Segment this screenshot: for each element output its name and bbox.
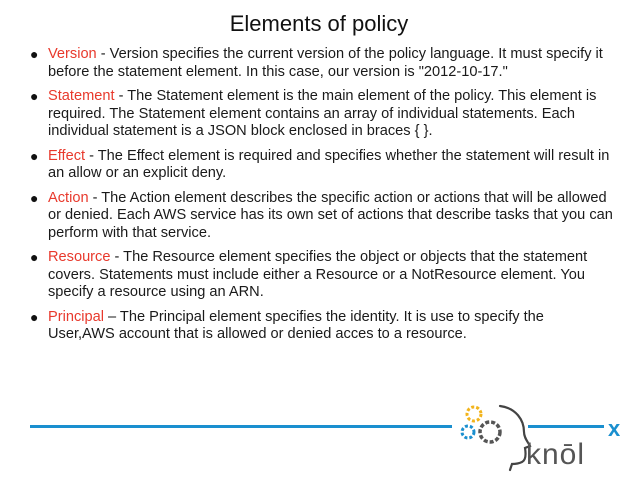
bullet-term: Version: [48, 46, 97, 62]
bullet-dot-icon: ●: [30, 46, 39, 62]
bullet-term: Effect: [48, 147, 86, 164]
bullet-item: [28, 309, 614, 344]
head-gears-icon: [456, 402, 536, 472]
bullet-term: Action: [48, 189, 89, 206]
bullet-text: - Version specifies the current version of the policy language. It must specify it before the statement element. In this case, our version is "2012-10-17.": [48, 46, 603, 80]
bullet-dot-icon: ●: [30, 308, 39, 325]
bullet-dot-icon: ●: [30, 189, 39, 206]
gear-yellow-icon: [467, 407, 481, 421]
bullet-text: - The Resource element specifies the object or objects that the statement covers. Statements must include either a Resource or a NotResource element. You specify a resource using an ARN.: [48, 249, 588, 300]
bullet-term: Resource: [48, 249, 111, 265]
bullet-dot-icon: ●: [30, 249, 39, 265]
bullet-term: Principal: [48, 308, 104, 325]
bullet-item: [28, 249, 614, 302]
bullet-item: [28, 148, 614, 183]
bullet-list: [28, 46, 614, 351]
bullet-term: Statement: [48, 88, 115, 104]
logo-text: knōl: [526, 438, 586, 471]
bullet-item: [28, 190, 614, 243]
gear-blue-icon: [462, 426, 474, 438]
bullet-text: - The Effect element is required and specifies whether the statement will result in an allow or an explicit deny.: [48, 147, 610, 181]
bullet-dot-icon: ●: [30, 147, 39, 164]
gear-dark-icon: [480, 422, 500, 442]
slide-title: Elements of policy: [229, 11, 409, 36]
bullet-text: - The Action element describes the specific action or actions that will be allowed or denied. Each AWS service has its own set of actions that describe tasks that you can perform with that service.: [48, 189, 613, 241]
bullet-dot-icon: ●: [30, 88, 39, 104]
footer-divider-left: [30, 425, 452, 428]
bullet-text: - The Statement element is the main element of the policy. This element is required. The Statement element contains an array of individual statements. Each individual statement is a JSON block enclosed in braces { }.: [48, 88, 597, 139]
logo-accent: x: [608, 416, 621, 441]
bullet-text: – The Principal element specifies the identity. It is use to specify the User,AWS account that is allowed or denied acces to a resource.: [48, 308, 544, 342]
bullet-item: [28, 88, 614, 141]
bullet-item: [28, 46, 614, 81]
footer-divider-right: [528, 425, 604, 428]
